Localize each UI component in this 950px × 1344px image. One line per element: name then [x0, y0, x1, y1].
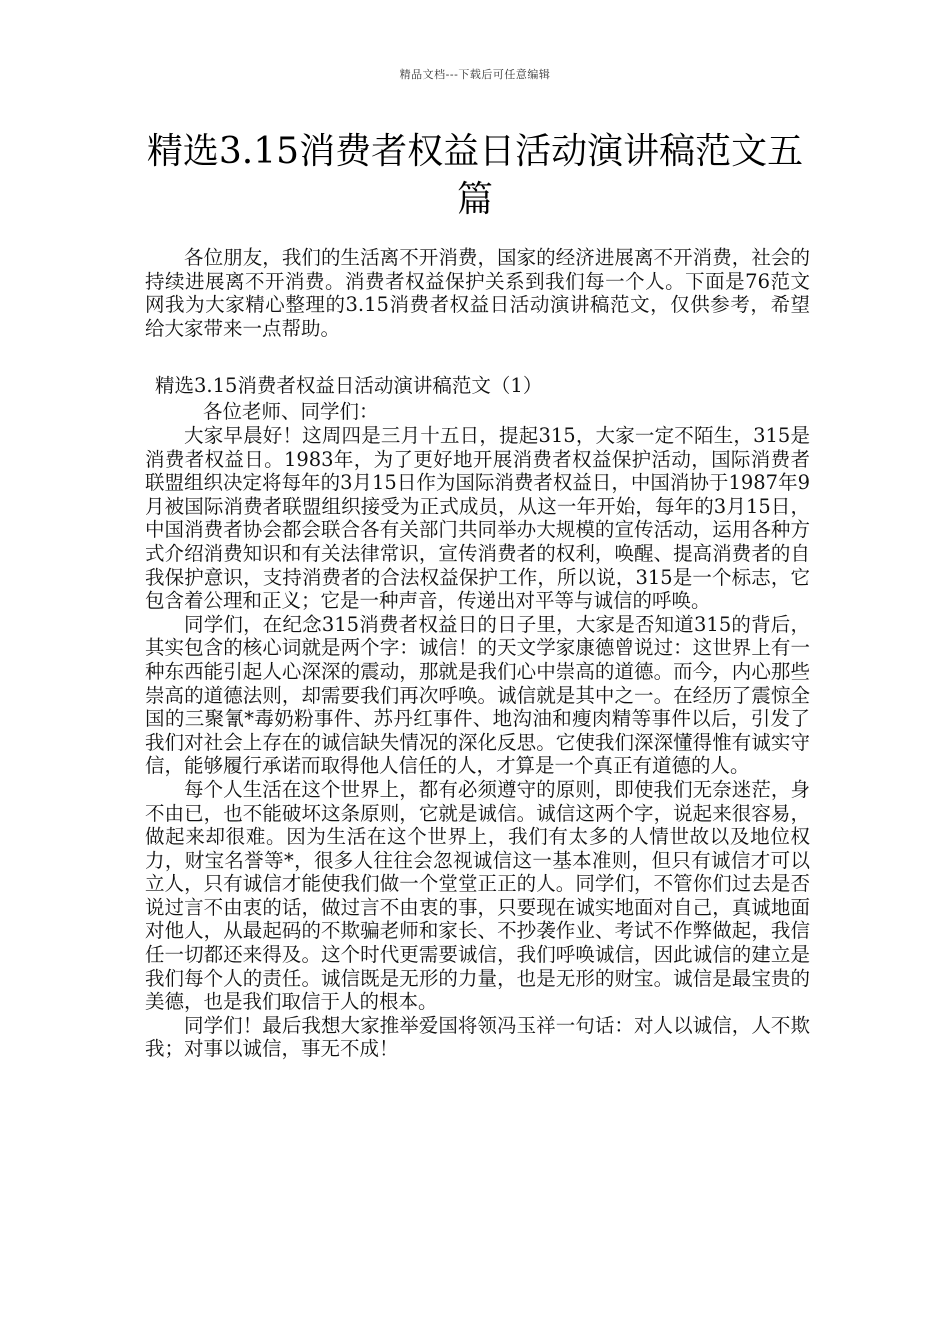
intro-paragraph: 各位朋友，我们的生活离不开消费，国家的经济进展离不开消费，社会的持续进展离不开消费。消费者权益保护关系到我们每一个人。下面是76范文网我为大家精心整理的3.15消费者权益日活动演讲稿范文，仅供参考，希望给大家带来一点帮助。 — [145, 246, 810, 340]
speech-paragraph: 同学们，在纪念315消费者权益日的日子里，大家是否知道315的背后，其实包含的核心词就是两个字：诚信！的天文学家康德曾说过：这世界上有一种东西能引起人心深深的震动，那就是我们心中崇高的道德。而今，内心那些崇高的道德法则，却需要我们再次呼唤。诚信就是其中之一。在经历了震惊全国的三聚氰*毒奶粉事件、苏丹红事件、地沟油和瘦肉精等事件以后，引发了我们对社会上存在的诚信缺失情况的深化反思。它使我们深深懂得惟有诚实守信，能够履行承诺而取得他人信任的人，才算是一个真正有道德的人。 — [145, 612, 810, 778]
speech-paragraph: 大家早晨好！这周四是三月十五日，提起315，大家一定不陌生，315是消费者权益日。1983年，为了更好地开展消费者权益保护活动，国际消费者联盟组织决定将每年的3月15日作为国际消费者权益日，中国消协于1987年9月被国际消费者联盟组织接受为正式成员，从这一年开始，每年的3月15日，中国消费者协会都会联合各有关部门共同举办大规模的宣传活动，运用各种方式介绍消费知识和有关法律常识，宣传消费者的权利，唤醒、提高消费者的自我保护意识，支持消费者的合法权益保护工作，所以说，315是一个标志，它包含着公理和正义；它是一种声音，传递出对平等与诚信的呼唤。 — [145, 424, 810, 613]
document-title: 精选3.15消费者权益日活动演讲稿范文五篇 — [146, 131, 804, 220]
header-note: 精品文档---下载后可任意编辑 — [399, 68, 551, 81]
speech-paragraph: 同学们！最后我想大家推举爱国将领冯玉祥一句话：对人以诚信，人不欺我；对事以诚信，事无不成！ — [145, 1013, 810, 1061]
speech-greeting: 各位老师、同学们： — [203, 400, 379, 423]
section-heading: 精选3.15消费者权益日活动演讲稿范文（1） — [155, 374, 543, 397]
speech-paragraph: 每个人生活在这个世界上，都有必须遵守的原则，即使我们无奈迷茫，身不由已，也不能破坏这条原则，它就是诚信。诚信这两个字，说起来很容易，做起来却很难。因为生活在这个世界上，我们有太多的人情世故以及地位权力，财宝名誉等*，很多人往往会忽视诚信这一基本准则，但只有诚信才可以立人，只有诚信才能使我们做一个堂堂正正的人。同学们，不管你们过去是否说过言不由衷的话，做过言不由衷的事，只要现在诚实地面对自己，真诚地面对他人，从最起码的不欺骗老师和家长、不抄袭作业、考试不作弊做起，我信任一切都还来得及。这个时代更需要诚信，我们呼唤诚信，因此诚信的建立是我们每个人的责任。诚信既是无形的力量，也是无形的财宝。诚信是最宝贵的美德，也是我们取信于人的根本。 — [145, 777, 810, 1014]
speech-body — [145, 424, 810, 1061]
